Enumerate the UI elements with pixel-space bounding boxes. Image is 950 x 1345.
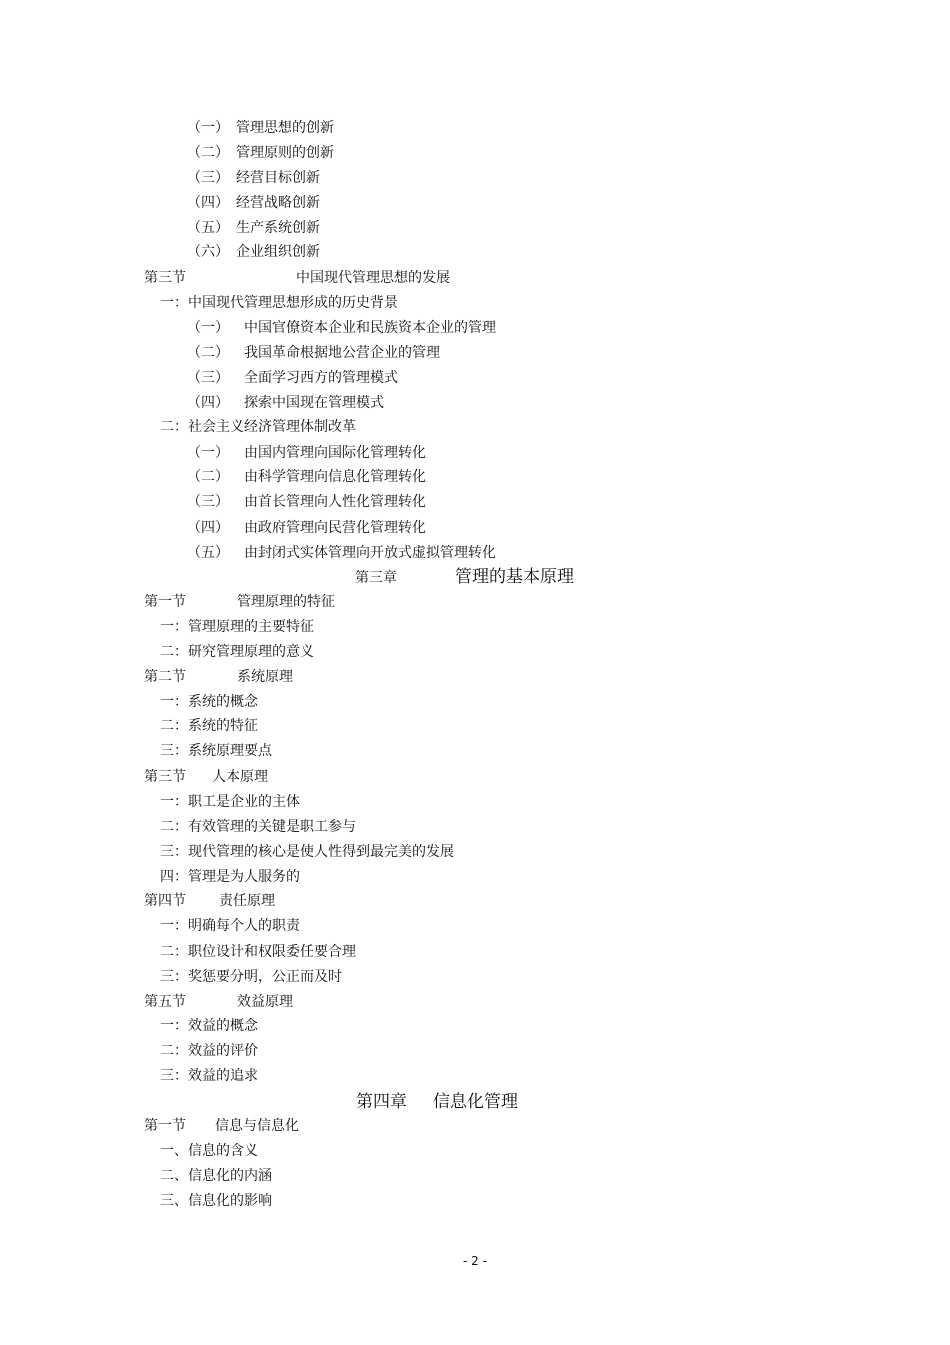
item-text: 由科学管理向信息化管理转化	[244, 469, 426, 485]
list-item: 三：奖惩要分明，公正而及时	[160, 969, 342, 985]
item-text: 由封闭式实体管理向开放式虚拟管理转化	[244, 545, 496, 561]
list-item	[187, 194, 320, 212]
list-item	[187, 319, 496, 337]
list-item	[187, 519, 426, 537]
list-item: 三：效益的追求	[160, 1068, 258, 1084]
list-item	[187, 169, 320, 187]
item-marker: （四）	[187, 520, 229, 536]
list-item	[187, 468, 426, 486]
item-marker: （一）	[187, 320, 229, 336]
item-marker: （三）	[187, 170, 229, 186]
item-text: 管理原则的创新	[236, 145, 334, 161]
item-text: 中国官僚资本企业和民族资本企业的管理	[244, 320, 496, 336]
section-heading	[144, 269, 450, 287]
section-label: 第一节	[144, 594, 186, 610]
item-text: 我国革命根据地公营企业的管理	[244, 345, 440, 361]
item-marker: （二）	[187, 469, 229, 485]
list-item	[187, 219, 320, 237]
list-item	[187, 444, 426, 462]
section-heading	[144, 993, 293, 1011]
section-title: 中国现代管理思想的发展	[296, 270, 450, 286]
section-title: 效益原理	[237, 994, 293, 1010]
section-label: 第二节	[144, 669, 186, 685]
item-marker: （二）	[187, 345, 229, 361]
section-label: 第三节	[144, 270, 186, 286]
list-item	[187, 144, 334, 162]
list-item: 一：明确每个人的职责	[160, 918, 300, 934]
section-label: 第五节	[144, 994, 186, 1010]
chapter-heading	[355, 566, 574, 589]
item-text: 探索中国现在管理模式	[244, 395, 384, 411]
section-heading	[144, 768, 268, 786]
section-heading	[144, 1117, 299, 1135]
list-item: 一：职工是企业的主体	[160, 794, 300, 810]
item-marker: （二）	[187, 145, 229, 161]
list-item: 四：管理是为人服务的	[160, 869, 300, 885]
item-text: 由国内管理向国际化管理转化	[244, 445, 426, 461]
list-item: 二：效益的评价	[160, 1043, 258, 1059]
section-title: 信息与信息化	[215, 1118, 299, 1134]
item-marker: （一）	[187, 445, 229, 461]
item-text: 全面学习西方的管理模式	[244, 370, 398, 386]
item-marker: （四）	[187, 395, 229, 411]
item-marker: （一）	[187, 120, 229, 136]
list-item: 一、信息的含义	[160, 1143, 258, 1159]
section-heading	[144, 668, 293, 686]
list-item	[187, 394, 384, 412]
list-item: 三：系统原理要点	[160, 743, 272, 759]
item-marker: （五）	[187, 545, 229, 561]
list-item	[187, 493, 426, 511]
section-heading	[144, 593, 335, 611]
item-marker: （三）	[187, 494, 229, 510]
list-item: 二、信息化的内涵	[160, 1168, 272, 1184]
section-title: 责任原理	[219, 893, 275, 909]
subsection-heading: 二：社会主义经济管理体制改革	[160, 419, 356, 435]
section-title: 人本原理	[212, 769, 268, 785]
chapter-label: 第三章	[355, 570, 397, 586]
section-title: 管理原理的特征	[237, 594, 335, 610]
list-item: 二：系统的特征	[160, 718, 258, 734]
section-label: 第四节	[144, 893, 186, 909]
list-item: 一：效益的概念	[160, 1018, 258, 1034]
item-marker: （六）	[187, 244, 229, 260]
list-item: 一：管理原理的主要特征	[160, 619, 314, 635]
subsection-heading: 一：中国现代管理思想形成的历史背景	[160, 295, 398, 311]
list-item: 一：系统的概念	[160, 694, 258, 710]
list-item	[187, 344, 440, 362]
chapter-title: 信息化管理	[433, 1092, 518, 1112]
list-item	[187, 369, 398, 387]
page-number: - 2 -	[463, 1254, 487, 1268]
list-item: 三、信息化的影响	[160, 1193, 272, 1209]
list-item	[187, 544, 496, 562]
section-heading	[144, 892, 275, 910]
item-marker: （五）	[187, 220, 229, 236]
item-text: 生产系统创新	[236, 220, 320, 236]
chapter-title: 管理的基本原理	[455, 567, 574, 587]
list-item	[187, 243, 320, 261]
list-item: 二：职位设计和权限委任要合理	[160, 944, 356, 960]
section-title: 系统原理	[237, 669, 293, 685]
section-label: 第三节	[144, 769, 186, 785]
chapter-label: 第四章	[356, 1092, 407, 1112]
item-text: 由首长管理向人性化管理转化	[244, 494, 426, 510]
item-text: 由政府管理向民营化管理转化	[244, 520, 426, 536]
list-item	[187, 119, 334, 137]
item-text: 经营目标创新	[236, 170, 320, 186]
item-text: 经营战略创新	[236, 195, 320, 211]
section-label: 第一节	[144, 1118, 186, 1134]
chapter-heading	[356, 1091, 518, 1113]
item-text: 管理思想的创新	[236, 120, 334, 136]
list-item: 二：有效管理的关键是职工参与	[160, 819, 356, 835]
item-marker: （四）	[187, 195, 229, 211]
list-item: 二：研究管理原理的意义	[160, 644, 314, 660]
item-marker: （三）	[187, 370, 229, 386]
list-item: 三：现代管理的核心是使人性得到最完美的发展	[160, 844, 454, 860]
item-text: 企业组织创新	[236, 244, 320, 260]
